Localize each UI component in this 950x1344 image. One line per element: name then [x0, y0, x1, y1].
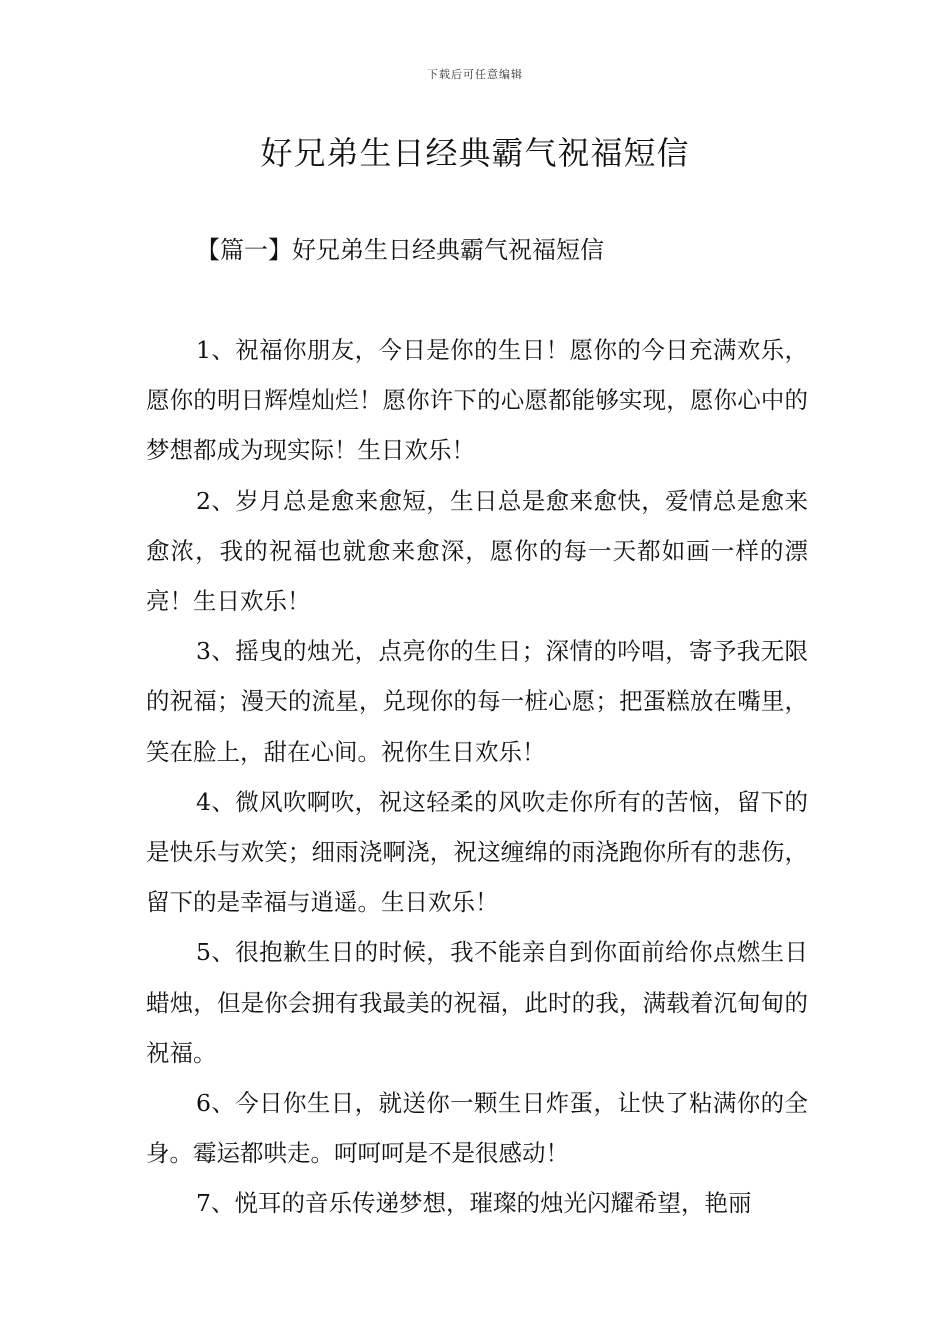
paragraph-6: 6、今日你生日，就送你一颗生日炸蛋，让快了粘满你的全身。霉运都哄走。呵呵呵是不是很感动！ [146, 1089, 808, 1168]
paragraph-3: 3、摇曳的烛光，点亮你的生日；深情的吟唱，寄予我无限的祝福；漫天的流星，兑现你的每一桩心愿；把蛋糕放在嘴里，笑在脸上，甜在心间。祝你生日欢乐！ [146, 637, 808, 766]
paragraph-5: 5、很抱歉生日的时候，我不能亲自到你面前给你点燃生日蜡烛，但是你会拥有我最美的祝福，此时的我，满载着沉甸甸的祝福。 [146, 938, 808, 1067]
body-text [146, 325, 808, 1229]
section-heading: 【篇一】好兄弟生日经典霸气祝福短信 [196, 236, 604, 264]
paragraph-4: 4、微风吹啊吹，祝这轻柔的风吹走你所有的苦恼，留下的是快乐与欢笑；细雨浇啊浇，祝这缠绵的雨浇跑你所有的悲伤，留下的是幸福与逍遥。生日欢乐！ [146, 787, 808, 917]
document-title: 好兄弟生日经典霸气祝福短信 [260, 134, 690, 172]
header-note: 下载后可任意编辑 [427, 68, 523, 81]
paragraph-2: 2、岁月总是愈来愈短，生日总是愈来愈快，爱情总是愈来愈浓，我的祝福也就愈来愈深，愿你的每一天都如画一样的漂亮！生日欢乐！ [146, 486, 808, 616]
paragraph-7: 7、悦耳的音乐传递梦想，璀璨的烛光闪耀希望，艳丽 [196, 1189, 752, 1218]
paragraph-1: 1、祝福你朋友，今日是你的生日！愿你的今日充满欢乐，愿你的明日辉煌灿烂！愿你许下的心愿都能够实现，愿你心中的梦想都成为现实际！生日欢乐！ [146, 336, 808, 465]
